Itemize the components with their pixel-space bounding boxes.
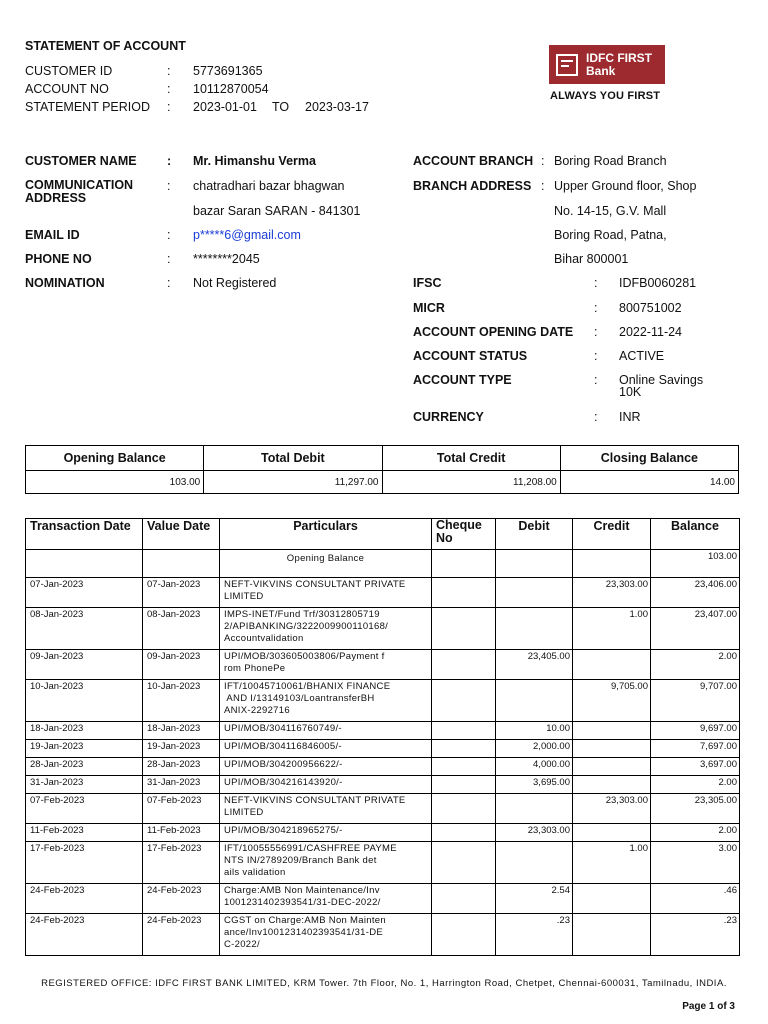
nomination-value: Not Registered [193, 276, 277, 290]
table-row [26, 740, 740, 758]
cheque-no [432, 884, 496, 914]
cheque-no [432, 758, 496, 776]
transaction-date: 11-Feb-2023 [26, 824, 143, 842]
credit-amount [573, 758, 651, 776]
table-row [26, 680, 740, 722]
debit-amount [496, 578, 573, 608]
summary-header: Total Credit [382, 446, 560, 471]
colon: : [541, 154, 545, 168]
credit-amount [573, 884, 651, 914]
cheque-no [432, 842, 496, 884]
value-date: 09-Jan-2023 [143, 650, 220, 680]
particulars [220, 722, 432, 740]
address-line2: bazar Saran SARAN - 841301 [193, 204, 361, 218]
credit-amount [573, 824, 651, 842]
logo-line2: Bank [586, 63, 616, 78]
debit-amount [496, 608, 573, 650]
balance-amount: 9,697.00 [651, 722, 740, 740]
statement-period-label: STATEMENT PERIOD [25, 100, 151, 114]
total-credit-value: 11,208.00 [382, 471, 560, 494]
micr-value: 800751002 [619, 301, 682, 315]
colon: : [594, 325, 598, 339]
customer-name-label: CUSTOMER NAME [25, 154, 137, 168]
table-row [26, 794, 740, 824]
table-row [26, 608, 740, 650]
particulars-line: IFT/10045710061/BHANIX FINANCE [224, 681, 391, 692]
transaction-date [26, 550, 143, 578]
account-type-value: Online Savings 10K [619, 373, 704, 399]
value-date: 11-Feb-2023 [143, 824, 220, 842]
particulars-line: 1001231402393541/31-DEC-2022/ [224, 897, 381, 908]
value-date: 07-Feb-2023 [143, 794, 220, 824]
particulars [220, 740, 432, 758]
opening-date-label: ACCOUNT OPENING DATE [413, 325, 574, 339]
particulars-line: UPI/MOB/304116846005/- [224, 741, 342, 752]
total-debit-value: 11,297.00 [204, 471, 382, 494]
particulars-line: UPI/MOB/304116760749/- [224, 723, 342, 734]
cheque-no [432, 794, 496, 824]
balance-amount: 9,707.00 [651, 680, 740, 722]
cheque-no [432, 680, 496, 722]
table-row [26, 776, 740, 794]
balance-amount: 23,407.00 [651, 608, 740, 650]
particulars-line: CGST on Charge:AMB Non Mainten [224, 915, 386, 926]
balance-amount: .23 [651, 914, 740, 956]
table-row [26, 550, 740, 578]
value-date: 24-Feb-2023 [143, 884, 220, 914]
customer-id-value: 5773691365 [193, 64, 263, 78]
column-header: Particulars [220, 519, 432, 550]
summary-header: Total Debit [204, 446, 382, 471]
debit-amount: 4,000.00 [496, 758, 573, 776]
currency-value: INR [619, 410, 641, 424]
colon: : [167, 82, 171, 96]
transaction-date: 18-Jan-2023 [26, 722, 143, 740]
value-date: 08-Jan-2023 [143, 608, 220, 650]
cheque-no [432, 824, 496, 842]
debit-amount [496, 680, 573, 722]
debit-amount [496, 550, 573, 578]
particulars [220, 794, 432, 824]
particulars-line: UPI/MOB/303605003806/Payment f [224, 651, 385, 662]
credit-amount [573, 550, 651, 578]
colon: : [594, 349, 598, 363]
account-status-label: ACCOUNT STATUS [413, 349, 528, 363]
cheque-no [432, 650, 496, 680]
period-to-label: TO [272, 100, 290, 114]
particulars [220, 608, 432, 650]
particulars [220, 824, 432, 842]
balance-amount: 3.00 [651, 842, 740, 884]
colon: : [167, 228, 171, 242]
address-label: COMMUNICATION ADDRESS [25, 178, 134, 205]
column-header: Credit [573, 519, 651, 550]
particulars [220, 776, 432, 794]
colon: : [167, 100, 171, 114]
branch-address-line: Boring Road, Patna, [554, 228, 667, 242]
branch-address-line: Bihar 800001 [554, 252, 629, 266]
column-header: Transaction Date [26, 519, 143, 550]
logo-line1: IDFC FIRST [586, 50, 652, 65]
credit-amount: 23,303.00 [573, 578, 651, 608]
table-row [26, 758, 740, 776]
debit-amount [496, 794, 573, 824]
balance-amount: 2.00 [651, 824, 740, 842]
summary-header: Opening Balance [26, 446, 204, 471]
column-header: Debit [496, 519, 573, 550]
particulars-line: NTS IN/2789209/Branch Bank det [224, 855, 377, 866]
credit-amount: 1.00 [573, 608, 651, 650]
branch-address-label: BRANCH ADDRESS [413, 179, 532, 193]
particulars-line: rom PhonePe [224, 663, 286, 674]
debit-amount: .23 [496, 914, 573, 956]
account-no-value: 10112870054 [193, 82, 269, 96]
transaction-date: 31-Jan-2023 [26, 776, 143, 794]
value-date: 10-Jan-2023 [143, 680, 220, 722]
particulars [220, 914, 432, 956]
particulars-line: UPI/MOB/304200956622/- [224, 759, 343, 770]
balance-amount: 2.00 [651, 776, 740, 794]
debit-amount: 2.54 [496, 884, 573, 914]
address-line1: chatradhari bazar bhagwan [193, 179, 345, 193]
balance-amount: 7,697.00 [651, 740, 740, 758]
colon: : [167, 179, 171, 193]
credit-amount [573, 776, 651, 794]
transaction-date: 10-Jan-2023 [26, 680, 143, 722]
table-row [26, 884, 740, 914]
cheque-no [432, 776, 496, 794]
colon: : [167, 154, 172, 168]
cheque-no [432, 740, 496, 758]
credit-amount [573, 722, 651, 740]
transaction-date: 08-Jan-2023 [26, 608, 143, 650]
statement-title: STATEMENT OF ACCOUNT [25, 39, 186, 53]
particulars-line: LIMITED [224, 807, 264, 818]
currency-label: CURRENCY [413, 410, 484, 424]
debit-amount: 23,405.00 [496, 650, 573, 680]
transaction-date: 09-Jan-2023 [26, 650, 143, 680]
customer-name-value: Mr. Himanshu Verma [193, 154, 316, 168]
credit-amount: 23,303.00 [573, 794, 651, 824]
value-date: 18-Jan-2023 [143, 722, 220, 740]
table-row [26, 842, 740, 884]
period-from: 2023-01-01 [193, 100, 257, 114]
particulars [220, 550, 432, 578]
particulars-line: NEFT-VIKVINS CONSULTANT PRIVATE [224, 795, 406, 806]
particulars-line: ance/Inv1001231402393541/31-DE [224, 927, 384, 938]
email-label: EMAIL ID [25, 228, 80, 242]
cheque-no [432, 550, 496, 578]
particulars-line: LIMITED [224, 591, 264, 602]
particulars-line: C-2022/ [224, 939, 260, 950]
phone-value: ********2045 [193, 252, 260, 266]
registered-office-footer: REGISTERED OFFICE: IDFC FIRST BANK LIMITED, KRM Tower. 7th Floor, No. 1, Harrington Road, Chetpet, Chennai-600031, Tamilnadu, INDIA. [41, 978, 727, 989]
transaction-date: 28-Jan-2023 [26, 758, 143, 776]
table-row [26, 578, 740, 608]
colon: : [167, 64, 171, 78]
micr-label: MICR [413, 301, 445, 315]
nomination-label: NOMINATION [25, 276, 105, 290]
debit-amount: 2,000.00 [496, 740, 573, 758]
balance-amount: 23,406.00 [651, 578, 740, 608]
value-date: 28-Jan-2023 [143, 758, 220, 776]
particulars [220, 578, 432, 608]
email-value[interactable]: p*****6@gmail.com [193, 228, 301, 242]
colon: : [594, 276, 598, 290]
debit-amount: 10.00 [496, 722, 573, 740]
branch-address-line: Upper Ground floor, Shop [554, 179, 697, 193]
column-header: Balance [651, 519, 740, 550]
colon: : [594, 373, 598, 387]
particulars-line: Accountvalidation [224, 633, 304, 644]
page-number: Page 1 of 3 [682, 1001, 735, 1012]
cheque-no [432, 608, 496, 650]
value-date: 17-Feb-2023 [143, 842, 220, 884]
transaction-date: 24-Feb-2023 [26, 914, 143, 956]
account-type-label: ACCOUNT TYPE [413, 373, 512, 387]
transaction-date: 24-Feb-2023 [26, 884, 143, 914]
cheque-no [432, 914, 496, 956]
value-date: 24-Feb-2023 [143, 914, 220, 956]
credit-amount: 1.00 [573, 842, 651, 884]
value-date: 19-Jan-2023 [143, 740, 220, 758]
phone-label: PHONE NO [25, 252, 92, 266]
particulars [220, 842, 432, 884]
closing-balance-value: 14.00 [560, 471, 738, 494]
particulars [220, 680, 432, 722]
column-header: Cheque No [432, 519, 496, 550]
table-row [26, 824, 740, 842]
opening-balance-value: 103.00 [26, 471, 204, 494]
bank-tagline: ALWAYS YOU FIRST [550, 90, 661, 102]
colon: : [541, 179, 545, 193]
account-branch-value: Boring Road Branch [554, 154, 667, 168]
branch-address-line: No. 14-15, G.V. Mall [554, 204, 667, 218]
transaction-date: 07-Feb-2023 [26, 794, 143, 824]
bank-logo [549, 45, 665, 84]
debit-amount [496, 842, 573, 884]
particulars-line: AND I/13149103/LoantransferBH [224, 693, 375, 704]
particulars [220, 758, 432, 776]
particulars-line: Opening Balance [286, 553, 365, 564]
colon: : [594, 301, 598, 315]
particulars-line: IMPS-INET/Fund Trf/30312805719 [224, 609, 380, 620]
balance-amount: .46 [651, 884, 740, 914]
account-status-value: ACTIVE [619, 349, 665, 363]
credit-amount [573, 650, 651, 680]
ifsc-label: IFSC [413, 276, 442, 290]
credit-amount [573, 914, 651, 956]
particulars [220, 650, 432, 680]
particulars-line: NEFT-VIKVINS CONSULTANT PRIVATE [224, 579, 406, 590]
balance-amount: 103.00 [651, 550, 740, 578]
transaction-date: 17-Feb-2023 [26, 842, 143, 884]
colon: : [167, 276, 171, 290]
table-row [26, 650, 740, 680]
table-row [26, 914, 740, 956]
particulars-line: 2/APIBANKING/3222009900110168/ [224, 621, 389, 632]
bank-logo-icon [556, 54, 578, 76]
value-date: 31-Jan-2023 [143, 776, 220, 794]
particulars [220, 884, 432, 914]
transactions-table [25, 518, 740, 956]
opening-date-value: 2022-11-24 [619, 325, 683, 339]
balance-summary-table [25, 445, 739, 494]
account-branch-label: ACCOUNT BRANCH [413, 154, 534, 168]
colon: : [167, 252, 171, 266]
particulars-line: ails validation [224, 867, 286, 878]
credit-amount: 9,705.00 [573, 680, 651, 722]
particulars-line: UPI/MOB/304216143920/- [224, 777, 343, 788]
ifsc-value: IDFB0060281 [619, 276, 697, 290]
column-header: Value Date [143, 519, 220, 550]
table-row [26, 722, 740, 740]
balance-amount: 3,697.00 [651, 758, 740, 776]
value-date [143, 550, 220, 578]
particulars-line: ANIX-2292716 [224, 705, 290, 716]
colon: : [594, 410, 598, 424]
cheque-no [432, 722, 496, 740]
customer-id-label: CUSTOMER ID [25, 64, 113, 78]
transaction-date: 19-Jan-2023 [26, 740, 143, 758]
particulars-line: IFT/10055556991/CASHFREE PAYME [224, 843, 397, 854]
particulars-line: Charge:AMB Non Maintenance/Inv [224, 885, 380, 896]
debit-amount: 23,303.00 [496, 824, 573, 842]
cheque-no [432, 578, 496, 608]
balance-amount: 23,305.00 [651, 794, 740, 824]
transaction-date: 07-Jan-2023 [26, 578, 143, 608]
value-date: 07-Jan-2023 [143, 578, 220, 608]
account-no-label: ACCOUNT NO [25, 82, 109, 96]
credit-amount [573, 740, 651, 758]
balance-amount: 2.00 [651, 650, 740, 680]
particulars-line: UPI/MOB/304218965275/- [224, 825, 343, 836]
debit-amount: 3,695.00 [496, 776, 573, 794]
summary-header: Closing Balance [560, 446, 738, 471]
period-to: 2023-03-17 [305, 100, 369, 114]
